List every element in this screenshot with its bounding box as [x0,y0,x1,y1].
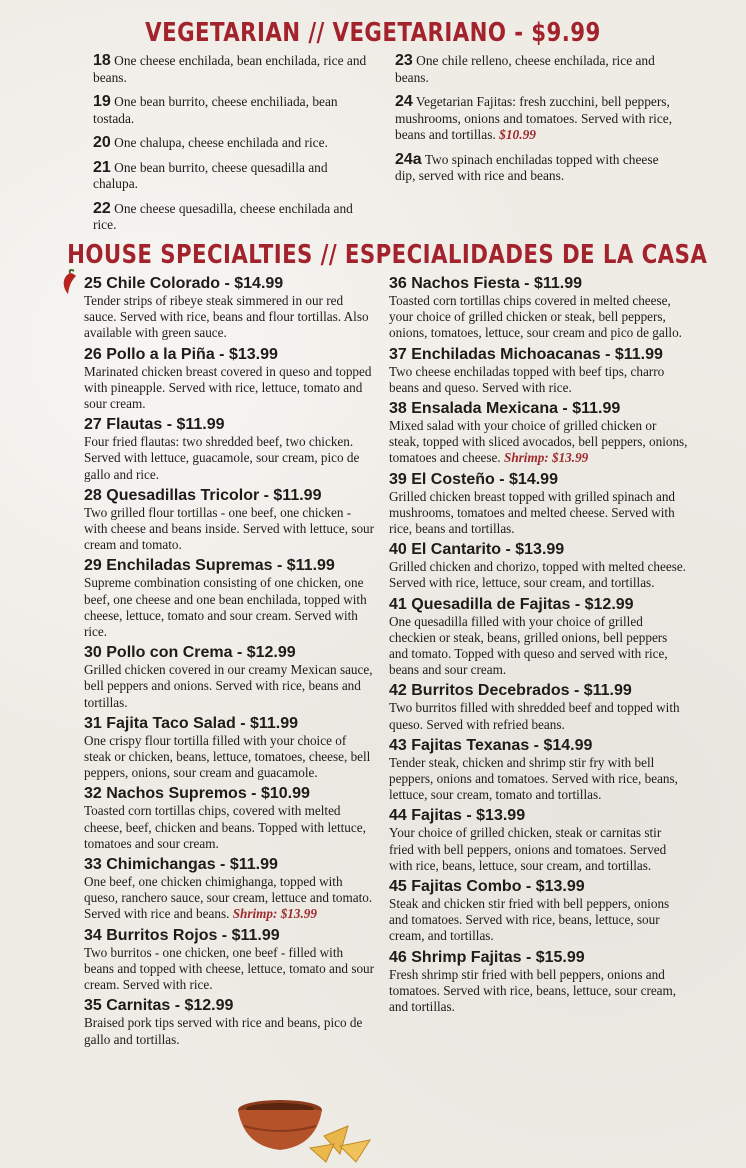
item-number: 21 [93,158,111,176]
item-title: 39 El Costeño - $14.99 [389,470,558,488]
item-description-block [84,733,376,782]
item-description-block [389,293,689,342]
menu-item [84,415,376,483]
item-description-block [389,967,689,1016]
item-number: 18 [93,52,111,69]
menu-item [84,274,376,342]
item-extra-price: Shrimp: $13.99 [232,906,317,922]
item-description: Vegetarian Fajitas: fresh zucchini, bell peppers, mushrooms, onions and tomatoes. Served with rice, beans and tortillas. [395,94,673,142]
item-description: Two cheese enchiladas topped with beef tips, charro beans and queso. Served with rice. [389,363,665,395]
menu-item [84,714,376,782]
vegetarian-left-column [93,53,375,242]
vegetarian-item [93,135,375,152]
item-description: Grilled chicken breast topped with grilled spinach and mushrooms, tomatoes and melted cheese. Served with rice, beans and tortillas. [389,488,676,537]
item-title: 46 Shrimp Fajitas - $15.99 [389,948,585,966]
menu-item [84,855,376,923]
item-description-block [84,505,376,554]
item-description: Marinated chicken breast covered in queso and topped with pineapple. Served with rice, lettuce, tomato and sour cream. [84,363,372,412]
menu-item [84,996,376,1047]
menu-item [389,595,689,679]
item-description: Steak and chicken stir fried with bell peppers, onions and tomatoes. Served with rice, beans, lettuce, sour cream, and tortillas. [389,896,670,944]
item-description-block [84,575,376,640]
item-description: One cheese quesadilla, cheese enchilada and rice. [93,200,353,232]
menu-item [389,948,689,1016]
house-specialties-title: HOUSE SPECIALTIES // ESPECIALIDADES DE LA CASA [67,240,708,270]
vegetarian-right-column [395,53,680,193]
menu-item [389,877,689,945]
item-description: Toasted corn tortillas chips, covered with melted cheese, beef, chicken and beans. Topped with lettuce, tomatoes and sour cream. [84,803,366,851]
item-description: One cheese enchilada, bean enchilada, rice and beans. [93,53,367,85]
item-title: 36 Nachos Fiesta - $11.99 [389,275,582,292]
menu-item [84,556,376,640]
menu-item [389,806,689,874]
item-number: 22 [93,199,111,217]
item-description-block [389,755,689,804]
item-title: 32 Nachos Supremos - $10.99 [84,785,310,803]
item-title: 27 Flautas - $11.99 [84,416,225,434]
item-description: Your choice of grilled chicken, steak or carnitas stir fried with bell peppers, onions and tomatoes. Served with rice, beans, lettuce, sour cream, and tortillas. [389,825,667,873]
item-title: 44 Fajitas - $13.99 [389,807,526,825]
item-description: Tender steak, chicken and shrimp stir fry with bell peppers, onions and tomatoes. Served with rice, beans, lettuce, sour cream, tomato and tortillas. [389,754,678,803]
vegetarian-item [93,94,375,127]
item-description-block [389,559,689,591]
item-title: 35 Carnitas - $12.99 [84,997,234,1015]
item-title: 41 Quesadilla de Fajitas - $12.99 [389,595,634,613]
item-description-block [84,874,376,923]
menu-item [84,486,376,554]
item-title: 30 Pollo con Crema - $12.99 [84,644,296,662]
item-description: One beef, one chicken chimighanga, topped with queso, ranchero sauce, sour cream, lettuce and tomato. Served with rice and beans. [84,874,373,922]
vegetarian-item [93,53,375,86]
item-description: One crispy flour tortilla filled with your choice of steak or chicken, beans, lettuce, tomatoes, cheese, bell peppers, onions, sour cream and guacamole. [84,732,371,781]
vegetarian-title: VEGETARIAN // VEGETARIANO - $9.99 [145,18,601,48]
item-number: 20 [93,134,111,151]
item-description-block [389,825,689,874]
item-description: Mixed salad with your choice of grilled chicken or steak, topped with sliced avocados, bell peppers, onions, tomatoes and cheese. [389,418,688,466]
item-description: Two burritos - one chicken, one beef - filled with beans and topped with cheese, lettuce, tomato and sour cream. Served with rice. [84,944,375,993]
vegetarian-item [395,53,680,86]
item-description: Two burritos filled with shredded beef and topped with queso. Served with refried beans. [389,700,680,732]
item-description-block [84,434,376,483]
item-description-block [389,614,689,679]
house-right-column [389,274,689,1018]
item-title: 33 Chimichangas - $11.99 [84,856,278,874]
item-description: One bean burrito, cheese quesadilla and chalupa. [93,159,328,191]
salsa-bowl-chips-icon [236,1096,376,1164]
item-title: 31 Fajita Taco Salad - $11.99 [84,714,299,732]
item-description: Two spinach enchiladas topped with cheese dip, served with rice and beans. [395,151,659,183]
item-description-block [389,418,689,467]
vegetarian-item [93,201,375,234]
item-description: Four fried flautas: two shredded beef, two chicken. Served with lettuce, guacamole, sour cream, pico de gallo and rice. [84,434,360,482]
item-number: 19 [93,93,111,110]
menu-item [84,926,376,994]
item-description-block [84,945,376,994]
menu-item [84,784,376,852]
item-description-block [84,293,376,342]
item-extra-price: Shrimp: $13.99 [503,450,589,466]
item-description: Braised pork tips served with rice and beans, pico de gallo and tortillas. [84,1015,363,1047]
item-description: One quesadilla filled with your choice of grilled checkien or steak, beans, grilled onions, bell peppers and tomato. Topped with queso and served with rice, beans and sour cream. [389,613,668,678]
item-description: One chalupa, cheese enchilada and rice. [114,135,328,150]
item-title: 28 Quesadillas Tricolor - $11.99 [84,486,322,504]
item-title: 37 Enchiladas Michoacanas - $11.99 [389,345,663,363]
item-description-block [389,700,689,732]
item-number: 24a [395,150,422,168]
item-description-block [84,662,376,711]
item-description-block [389,896,689,945]
item-title: 43 Fajitas Texanas - $14.99 [389,736,593,754]
item-description: Grilled chicken and chorizo, topped with melted cheese. Served with rice, lettuce, sour cream, and tortillas. [389,559,686,591]
menu-item [389,345,689,396]
item-number: 24 [395,93,413,110]
item-description: Tender strips of ribeye steak simmered in our red sauce. Served with rice, beans and flour tortillas. Also available with green sauce. [84,293,369,341]
menu-item [389,399,689,467]
item-description: Grilled chicken covered in our creamy Mexican sauce, bell peppers and onions. Served with rice, beans and tortillas. [84,662,373,710]
item-description: One bean burrito, cheese enchiliada, bean tostada. [93,94,338,126]
item-description: Toasted corn tortillas chips covered in melted cheese, your choice of grilled chicken or steak, bell peppers, onions, tomatoes, lettuce, sour cream and pico de gallo. [389,293,682,341]
vegetarian-item [93,160,375,193]
item-description-block [84,1015,376,1047]
house-left-column [84,274,376,1051]
item-extra-price: $10.99 [499,127,536,142]
menu-item [389,681,689,732]
chili-pepper-icon [60,268,82,296]
item-number: 23 [395,52,413,69]
menu-item [389,470,689,538]
item-description-block [84,803,376,852]
menu-item [84,345,376,413]
item-description: One chile relleno, cheese enchilada, rice and beans. [395,53,655,85]
item-title: 42 Burritos Decebrados - $11.99 [389,682,632,700]
item-description: Two grilled flour tortillas - one beef, one chicken - with cheese and beans inside. Served with lettuce, sour cream and tomato. [84,504,375,553]
menu-item [389,274,689,342]
item-title: 29 Enchiladas Supremas - $11.99 [84,557,335,575]
menu-item [389,540,689,591]
vegetarian-item [395,94,680,144]
item-title: 25 Chile Colorado - $14.99 [84,275,284,292]
item-title: 34 Burritos Rojos - $11.99 [84,926,280,944]
vegetarian-item [395,152,680,185]
item-title: 26 Pollo a la Piña - $13.99 [84,345,278,363]
menu-item [84,643,376,711]
item-description-block [389,489,689,538]
item-description-block [84,364,376,413]
item-title: 40 El Cantarito - $13.99 [389,541,565,559]
item-description-block [389,364,689,396]
item-description: Supreme combination consisting of one chicken, one beef, one cheese and one bean enchilada, topped with cheese, lettuce, tomato and sour cream. Served with rice. [84,575,367,640]
item-title: 45 Fajitas Combo - $13.99 [389,878,585,896]
menu-item [389,736,689,804]
item-description: Fresh shrimp stir fried with bell peppers, onions and tomatoes. Served with rice, beans, lettuce, sour cream, and tortillas. [389,966,677,1015]
item-title: 38 Ensalada Mexicana - $11.99 [389,400,621,418]
